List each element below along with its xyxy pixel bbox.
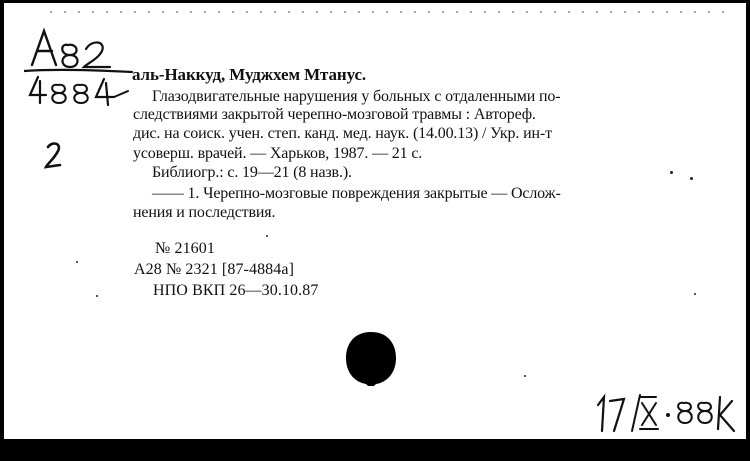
handwritten-date [590, 391, 740, 437]
bibliography-note: Библиогр.: с. 19—21 (8 назв.). [152, 164, 352, 181]
punch-hole [344, 330, 398, 388]
subject-heading-continued: нения и последствия. [133, 204, 276, 221]
description-line: усоверш. врачей. — Харьков, 1987. — 21 с. [133, 145, 423, 162]
handwritten-mark [42, 139, 66, 173]
publisher-stamp: НПО ВКП 26—30.10.87 [153, 282, 319, 299]
description-line: Глазодвигательные нарушения у больных с отдаленными по- [152, 88, 561, 105]
catalog-card [4, 3, 746, 439]
description-line: дис. на соиск. учен. степ. канд. мед. наук. (14.00.13) / Укр. ин-т [133, 125, 552, 142]
handwritten-call-number [24, 25, 144, 115]
subject-heading: —— 1. Черепно-мозговые повреждения закрытые — Ослож- [152, 185, 561, 202]
scan-dots [44, 11, 734, 13]
shelf-number: А28 № 2321 [87-4884а] [134, 261, 295, 278]
description-line: следствиями закрытой черепно-мозговой травмы : Автореф. [133, 106, 536, 123]
author-heading: аль-Наккуд, Муджхем Мтанус. [132, 65, 367, 84]
scan-border [0, 439, 750, 461]
accession-number: № 21601 [155, 240, 215, 257]
